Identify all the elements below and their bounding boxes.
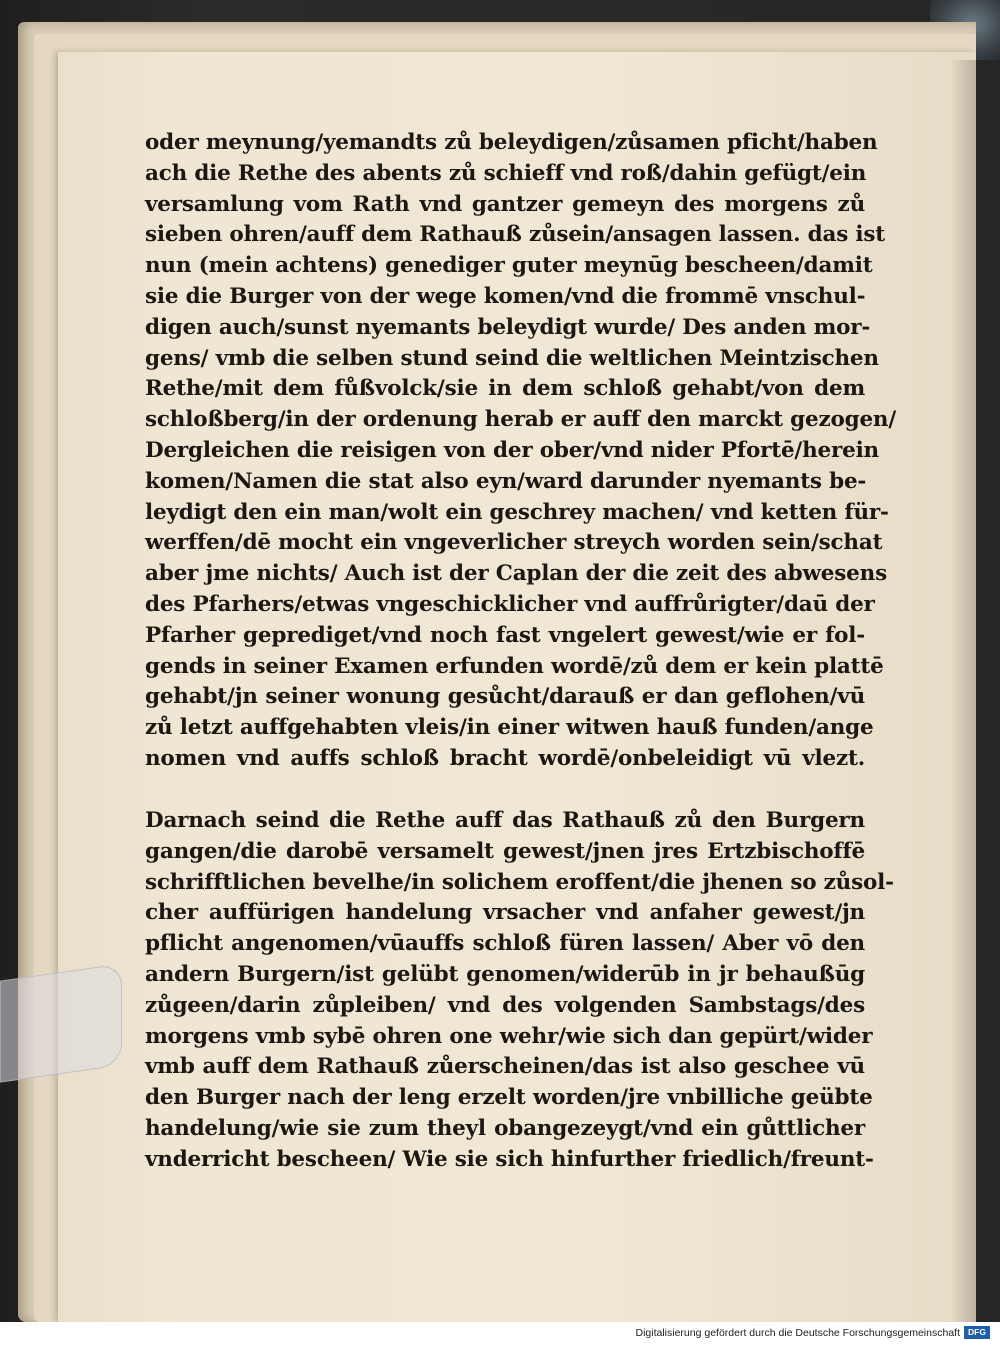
paragraph-2 xyxy=(145,806,894,1176)
text-line: Rethe/mit dem fůßvolck/sie in dem schloß gehabt/von dem xyxy=(145,376,865,402)
text-line: Darnach seind die Rethe auff das Rathauß zů den Burgern xyxy=(145,808,865,833)
text-line: komen/Namen die stat also eyn/ward darunder nyemants be- xyxy=(145,468,867,494)
text-line: nun (mein achtens) genediger guter meynūg bescheen/damit xyxy=(145,253,873,279)
text-line: gangen/die darobē versamelt gewest/jnen jres Ertzbischoffē xyxy=(145,838,865,864)
text-line: versamlung vom Rath vnd gantzer gemeyn des morgens zů xyxy=(145,191,865,217)
text-line: vnderricht bescheen/ Wie sie sich hinfurther friedlich/freunt- xyxy=(145,1146,874,1172)
text-line: schloßberg/in der ordenung herab er auff den marckt gezogen/ xyxy=(145,407,897,433)
text-line: oder meynung/yemandts zů beleydigen/zůsamen pficht/haben xyxy=(145,130,878,155)
text-line: pflicht angenomen/vūauffs schloß füren lassen/ Aber vō den xyxy=(145,931,865,957)
text-line: den Burger nach der leng erzelt worden/jre vnbilliche geübte xyxy=(145,1085,873,1111)
text-line: digen auch/sunst nyemants beleydigt wurde/ Des anden mor- xyxy=(145,314,871,340)
footer-credit: Digitalisierung gefördert durch die Deutsche Forschungsgemeinschaft xyxy=(635,1327,960,1339)
text-line: gens/ vmb die selben stund seind die weltlichen Meintzischen xyxy=(145,345,879,371)
text-line: sieben ohren/auff dem Rathauß zůsein/ansagen lassen. das ist xyxy=(145,222,886,248)
text-line: werffen/dē mocht ein vngeverlicher streych worden sein/schat xyxy=(145,530,883,556)
page-gutter-shadow xyxy=(950,60,976,1322)
text-line: aber jme nichts/ Auch ist der Caplan der die zeit des abwesens xyxy=(145,561,888,587)
text-line: cher auffürigen handelung vrsacher vnd anfaher gewest/jn xyxy=(145,900,865,926)
text-line: vmb auff dem Rathauß zůerscheinen/das ist also geschee vū xyxy=(145,1054,865,1080)
text-line: sie die Burger von der wege komen/vnd die frommē vnschul- xyxy=(145,283,866,309)
paragraph-1 xyxy=(145,128,897,775)
text-line: andern Burgern/ist gelübt genomen/widerūb in jr behaußūg xyxy=(145,961,865,987)
text-line: handelung/wie sie zum theyl obangezeygt/vnd ein gůttlicher xyxy=(145,1115,865,1141)
text-line: Pfarher geprediget/vnd noch fast vngelert gewest/wie er fol- xyxy=(145,622,865,648)
text-line: des Pfarhers/etwas vngeschicklicher vnd auffrůrigter/daū der xyxy=(145,591,875,617)
text-line: zů letzt auffgehabten vleis/in einer witwen hauß funden/ange xyxy=(145,715,874,741)
text-line: morgens vmb sybē ohren one wehr/wie sich dan gepürt/wider xyxy=(145,1023,873,1049)
text-line: Dergleichen die reisigen von der ober/vnd nider Pfortē/herein xyxy=(145,437,879,463)
text-line: nomen vnd auffs schloß bracht wordē/onbeleidigt vū vlezt. xyxy=(145,745,865,771)
text-line: schrifftlichen bevelhe/in solichem eroffent/die jhenen so zůsol- xyxy=(145,869,894,895)
page-marker-clip xyxy=(0,963,122,1082)
dfg-logo-icon: DFG xyxy=(964,1326,990,1339)
text-line: gends in seiner Examen erfunden wordē/zů dem er kein plattē xyxy=(145,653,884,679)
text-line: zůgeen/darin zůpleiben/ vnd des volgenden Sambstags/des xyxy=(145,992,865,1018)
text-line: ach die Rethe des abents zů schieff vnd roß/dahin gefügt/ein xyxy=(145,160,867,186)
text-line: leydigt den ein man/wolt ein geschrey machen/ vnd ketten für- xyxy=(145,499,889,525)
text-line: gehabt/jn seiner wonung gesůcht/darauß er dan geflohen/vū xyxy=(145,684,865,710)
